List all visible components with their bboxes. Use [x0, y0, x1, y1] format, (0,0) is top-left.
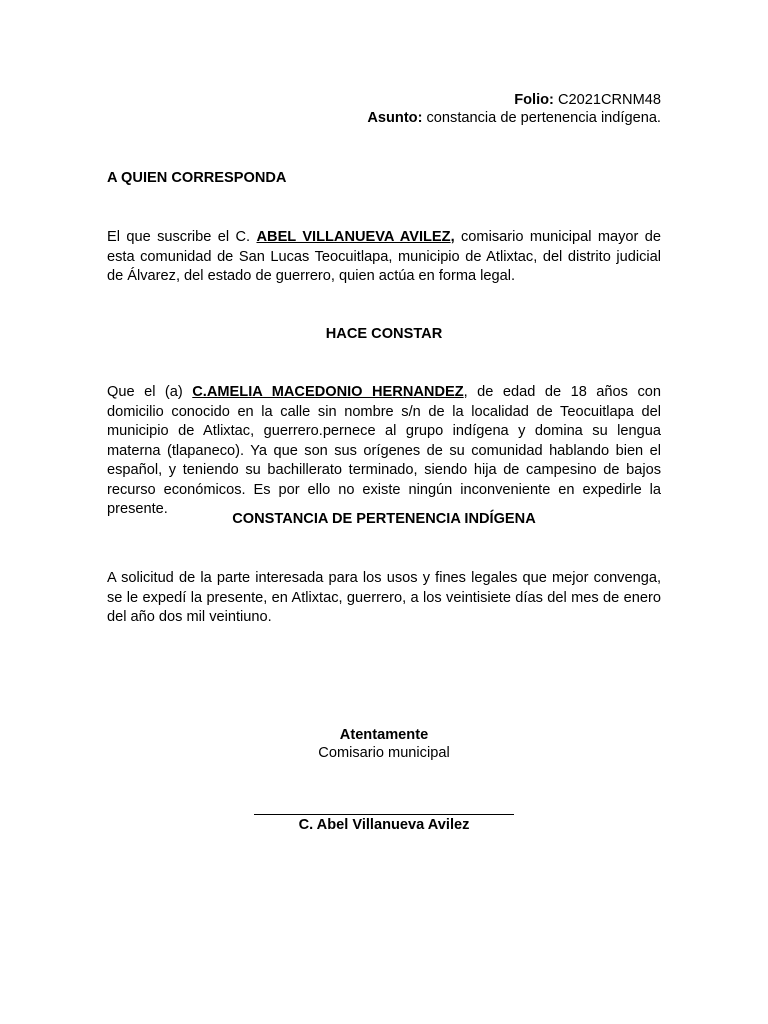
body-post: , de edad de 18 años con domicilio conocido en la calle sin nombre s/n de la localidad de Teocuitlapa del municipio de Atlixtac, guerrero.pernece al grupo indígena y domina su lengua materna (tlapaneco). Ya que son sus orígenes de su comunidad hablando bien el español, y teniendo su bachillerato terminado, siendo hija de campesino de bajos recurso económicos. Es por ello no existe ningún inconveniente en expedirle la presente.: [107, 384, 661, 517]
heading-hace-constar: HACE CONSTAR: [325, 326, 443, 342]
folio-block: [367, 91, 661, 127]
folio-value: C2021CRNM48: [553, 92, 661, 108]
signer-name: ABEL VILLANUEVA AVILEZ: [256, 229, 451, 245]
signer-role: Comisario municipal: [318, 745, 450, 761]
salutation: A QUIEN CORRESPONDA: [107, 170, 287, 186]
body-pre: Que el (a): [107, 384, 193, 400]
closing-atentamente: Atentamente: [339, 727, 429, 743]
folio-label: Folio:: [514, 92, 554, 108]
asunto-value: constancia de pertenencia indígena.: [422, 110, 661, 126]
subject-name: C.AMELIA MACEDONIO HERNANDEZ: [192, 384, 464, 400]
intro-post: comisario municipal mayor de esta comunidad de San Lucas Teocuitlapa, municipio de Atlixtac, del distrito judicial de Álvarez, del estado de guerrero, quien actúa en forma legal.: [107, 229, 661, 284]
asunto-line: [367, 109, 661, 127]
signature-line: [254, 814, 514, 815]
paragraph-closing: A solicitud de la parte interesada para los usos y fines legales que mejor convenga, se le expedí la presente, en Atlixtac, guerrero, a los veintisiete días del mes de enero del año dos mil veintiuno.: [107, 570, 661, 625]
intro-comma: ,: [450, 229, 455, 245]
folio-line: [367, 91, 661, 109]
paragraph-body: [107, 383, 661, 520]
signature-name: C. Abel Villanueva Avilez: [298, 817, 470, 833]
paragraph-intro: [107, 228, 661, 287]
heading-constancia: CONSTANCIA DE PERTENENCIA INDÍGENA: [232, 511, 536, 527]
intro-pre: El que suscribe el C.: [107, 229, 257, 245]
asunto-label: Asunto:: [367, 110, 423, 126]
